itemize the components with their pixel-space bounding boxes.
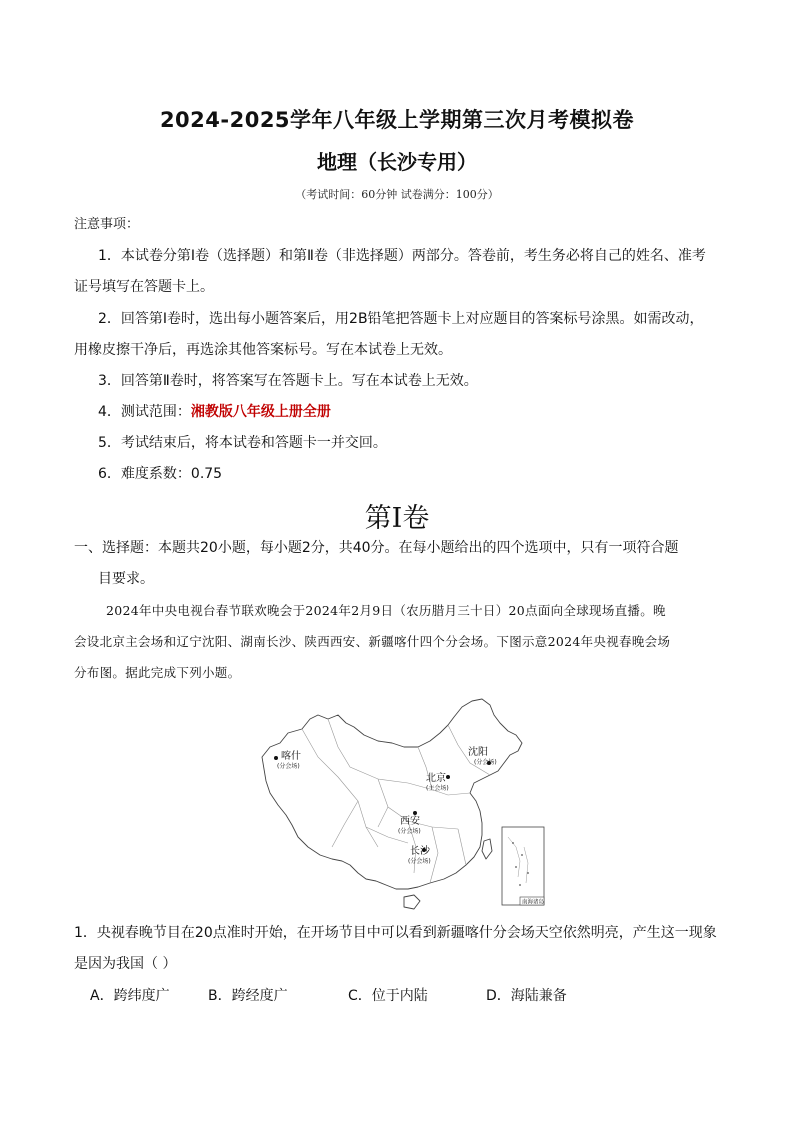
note-6: 6．难度系数：0.75 xyxy=(98,466,223,482)
part1-line-2: 目要求。 xyxy=(98,571,154,587)
note-1-line-1: 1．本试卷分第Ⅰ卷（选择题）和第Ⅱ卷（非选择题）两部分。答卷前，考生务必将自己的姓名、准考 xyxy=(98,248,706,264)
note-2-line-1: 2．回答第Ⅰ卷时，选出每小题答案后，用2B铅笔把答题卡上对应题目的答案标号涂黑。如需改动， xyxy=(98,311,704,327)
exam-info: （考试时间：60分钟 试卷满分：100分） xyxy=(295,188,499,201)
changsha-label: 长沙 xyxy=(410,846,430,857)
question-1-line-2: 是因为我国（ ） xyxy=(74,956,177,972)
hainan-island xyxy=(404,895,420,909)
shenyang-sub: (分会场) xyxy=(474,759,497,766)
beijing-marker xyxy=(446,775,450,779)
passage-line-1: 2024年中央电视台春节联欢晚会于2024年2月9日（农历腊月三十日）20点面向全球现场直播。晚 xyxy=(106,603,666,618)
xian-marker xyxy=(413,811,417,815)
exam-subtitle: 地理（长沙专用） xyxy=(317,150,477,174)
section-title: 第Ⅰ卷 xyxy=(364,503,430,534)
note-4 xyxy=(98,402,331,422)
nanhai-inset xyxy=(502,827,545,906)
taiwan-island xyxy=(482,839,492,859)
beijing-sub: (主会场) xyxy=(426,785,449,792)
question-1-line-1: 1．央视春晚节目在20点准时开始，在开场节目中可以看到新疆喀什分会场天空依然明亮，产生这一现象 xyxy=(74,925,717,941)
china-venue-map xyxy=(258,697,550,915)
question-1-option-c[interactable]: C．位于内陆 xyxy=(348,988,428,1004)
kashgar-sub: (分会场) xyxy=(277,763,300,770)
passage-line-2: 会设北京主会场和辽宁沈阳、湖南长沙、陕西西安、新疆喀什四个分会场。下图示意2024年央视春晚会场 xyxy=(74,634,671,649)
question-1-option-d[interactable]: D．海陆兼备 xyxy=(486,988,567,1004)
changsha-sub: (分会场) xyxy=(408,858,431,865)
question-1-option-b[interactable]: B．跨经度广 xyxy=(208,988,288,1004)
note-5: 5．考试结束后，将本试卷和答题卡一并交回。 xyxy=(98,435,387,451)
beijing-label: 北京 xyxy=(426,773,446,784)
test-scope: 湘教版八年级上册全册 xyxy=(190,404,331,420)
note-3: 3．回答第Ⅱ卷时，将答案写在答题卡上。写在本试卷上无效。 xyxy=(98,373,478,389)
question-1-option-a[interactable]: A．跨纬度广 xyxy=(90,988,170,1004)
china-outline xyxy=(262,699,522,889)
kashgar-label: 喀什 xyxy=(281,751,301,762)
xian-label: 西安 xyxy=(400,816,420,827)
notes-heading: 注意事项： xyxy=(74,217,140,232)
kashgar-marker xyxy=(274,756,278,760)
shenyang-label: 沈阳 xyxy=(468,747,488,758)
note-4-prefix: 4．测试范围： xyxy=(98,404,191,420)
part1-line-1: 一、选择题：本题共20小题，每小题2分，共40分。在每小题给出的四个选项中，只有一项符合题 xyxy=(74,540,679,556)
xian-sub: (分会场) xyxy=(398,828,421,835)
note-2-line-2: 用橡皮擦干净后，再选涂其他答案标号。写在本试卷上无效。 xyxy=(74,342,452,358)
note-1-line-2: 证号填写在答题卡上。 xyxy=(74,279,214,295)
exam-title: 2024-2025学年八年级上学期第三次月考模拟卷 xyxy=(159,108,635,132)
passage-line-3: 分布图。据此完成下列小题。 xyxy=(74,665,241,680)
inset-label: 南海诸岛 xyxy=(522,899,545,906)
